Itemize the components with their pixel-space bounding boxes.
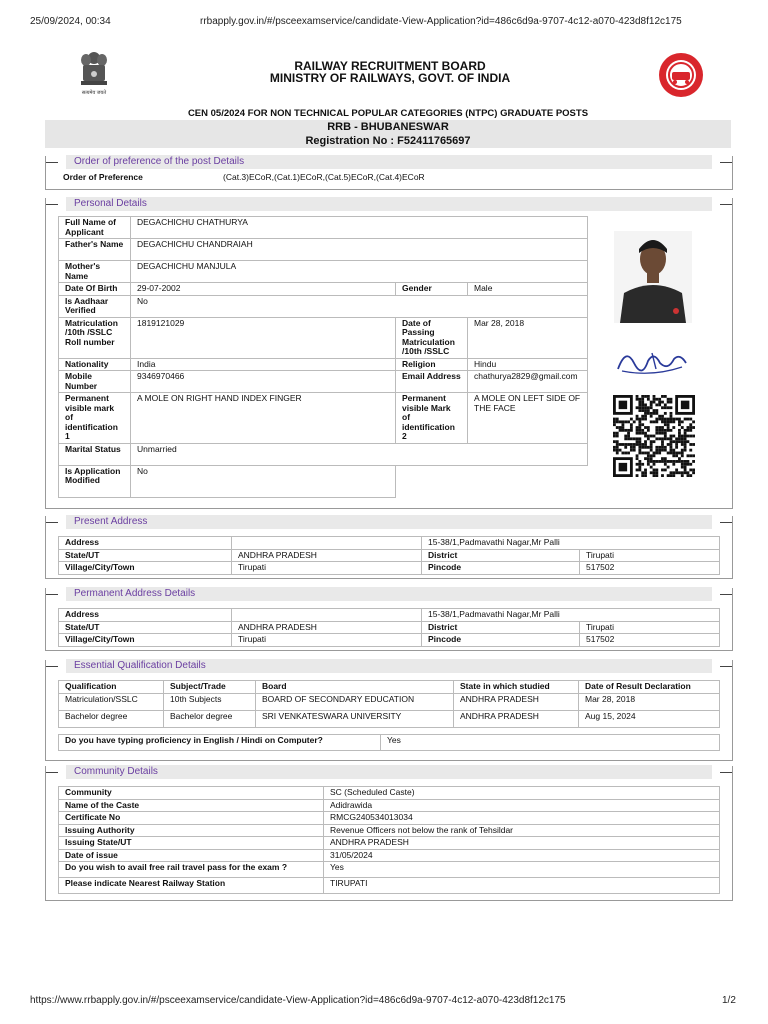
qual-header-board: Board xyxy=(256,681,454,694)
full-name-label: Full Name of Applicant xyxy=(59,217,131,239)
mobile-label: Mobile Number xyxy=(59,371,131,393)
permanent-state-label: State/UT xyxy=(59,621,232,634)
nationality-label: Nationality xyxy=(59,358,131,371)
aadhaar-value: No xyxy=(131,295,588,317)
railway-logo-icon xyxy=(658,52,704,98)
qual-cell: Matriculation/SSLC xyxy=(59,694,164,711)
present-state-value: ANDHRA PRADESH xyxy=(232,549,422,562)
personal-section xyxy=(45,198,733,509)
matric-roll-label: Matriculation /10th /SSLC Roll number xyxy=(59,317,131,358)
qual-cell: BOARD OF SECONDARY EDUCATION xyxy=(256,694,454,711)
marital-value: Unmarried xyxy=(131,443,588,465)
print-page: 1/2 xyxy=(722,995,736,1006)
community-value: SC (Scheduled Caste) xyxy=(324,787,720,800)
religion-value: Hindu xyxy=(468,358,588,371)
present-address-value: 15-38/1,Padmavathi Nagar,Mr Palli xyxy=(422,537,720,550)
community-value: 31/05/2024 xyxy=(324,849,720,862)
modified-label: Is Application Modified xyxy=(59,465,131,497)
dob-value: 29-07-2002 xyxy=(131,283,396,296)
qual-cell: Bachelor degree xyxy=(59,711,164,728)
photo xyxy=(614,231,692,323)
table-row xyxy=(59,837,720,850)
board-title: RAILWAY RECRUITMENT BOARD xyxy=(294,59,486,73)
personal-table xyxy=(58,216,588,498)
mobile-value: 9346970466 xyxy=(131,371,396,393)
qual-header-subject: Subject/Trade xyxy=(164,681,256,694)
mark2-value: A MOLE ON LEFT SIDE OF THE FACE xyxy=(468,393,588,444)
present-pincode-value: 517502 xyxy=(580,562,720,575)
preference-section xyxy=(45,156,733,190)
aadhaar-label: Is Aadhaar Verified xyxy=(59,295,131,317)
table-row xyxy=(59,799,720,812)
gender-label: Gender xyxy=(396,283,468,296)
email-value: chathurya2829@gmail.com xyxy=(468,371,588,393)
community-value: TIRUPATI xyxy=(324,878,720,894)
mark1-label: Permanent visible mark of identification 1 xyxy=(59,393,131,444)
typing-table xyxy=(58,734,720,751)
qualification-section xyxy=(45,660,733,761)
table-row xyxy=(59,849,720,862)
qr-code xyxy=(610,395,698,477)
permanent-village-value: Tirupati xyxy=(232,634,422,647)
present-address-section xyxy=(45,516,733,579)
matric-date-value: Mar 28, 2018 xyxy=(468,317,588,358)
table-row xyxy=(59,878,720,894)
present-address-table xyxy=(58,536,720,575)
community-label: Please indicate Nearest Railway Station xyxy=(59,878,324,894)
nationality-value: India xyxy=(131,358,396,371)
dob-label: Date Of Birth xyxy=(59,283,131,296)
qual-cell: ANDHRA PRADESH xyxy=(454,694,579,711)
permanent-district-label: District xyxy=(422,621,580,634)
preference-label: Order of Preference xyxy=(63,172,143,182)
mark2-label: Permanent visible Mark of identification 2 xyxy=(396,393,468,444)
community-label: Issuing Authority xyxy=(59,824,324,837)
emblem-icon xyxy=(76,50,112,96)
permanent-district-value: Tirupati xyxy=(580,621,720,634)
permanent-pincode-label: Pincode xyxy=(422,634,580,647)
permanent-state-value: ANDHRA PRADESH xyxy=(232,621,422,634)
print-url-bottom: https://www.rrbapply.gov.in/#/psceexamservice/candidate-View-Application?id=486c6d9a-9707-4c12-a070-423d8f12c175 xyxy=(30,995,566,1006)
present-village-value: Tirupati xyxy=(232,562,422,575)
permanent-address-label: Address xyxy=(59,609,232,622)
father-name-label: Father's Name xyxy=(59,239,131,261)
community-value: ANDHRA PRADESH xyxy=(324,837,720,850)
permanent-address-heading: Permanent Address Details xyxy=(66,587,712,601)
marital-label: Marital Status xyxy=(59,443,131,465)
email-label: Email Address xyxy=(396,371,468,393)
mother-name-value: DEGACHICHU MANJULA xyxy=(131,261,588,283)
modified-value: No xyxy=(131,465,396,497)
qual-cell: ANDHRA PRADESH xyxy=(454,711,579,728)
qual-cell: Aug 15, 2024 xyxy=(579,711,720,728)
ministry-title: MINISTRY OF RAILWAYS, GOVT. OF INDIA xyxy=(269,71,511,85)
preference-heading: Order of preference of the post Details xyxy=(66,155,712,169)
typing-label: Do you have typing proficiency in English / Hindi on Computer? xyxy=(59,735,381,751)
table-row xyxy=(59,711,720,728)
permanent-address-value: 15-38/1,Padmavathi Nagar,Mr Palli xyxy=(422,609,720,622)
qual-header-date: Date of Result Declaration xyxy=(579,681,720,694)
present-address-label: Address xyxy=(59,537,232,550)
present-district-value: Tirupati xyxy=(580,549,720,562)
community-table xyxy=(58,786,720,894)
present-state-label: State/UT xyxy=(59,549,232,562)
emblem-caption: सत्यमेव जयते xyxy=(81,90,107,96)
mark1-value: A MOLE ON RIGHT HAND INDEX FINGER xyxy=(131,393,396,444)
present-village-label: Village/City/Town xyxy=(59,562,232,575)
community-section xyxy=(45,766,733,901)
registration-number: Registration No : F52411765697 xyxy=(305,135,471,147)
community-value: Yes xyxy=(324,862,720,878)
community-value: RMCG240534013034 xyxy=(324,812,720,825)
full-name-value: DEGACHICHU CHATHURYA xyxy=(131,217,588,239)
mother-name-label: Mother's Name xyxy=(59,261,131,283)
present-district-label: District xyxy=(422,549,580,562)
community-value: Adidrawida xyxy=(324,799,720,812)
qual-cell: Mar 28, 2018 xyxy=(579,694,720,711)
qualification-table xyxy=(58,680,720,728)
table-row xyxy=(59,862,720,878)
exam-title: CEN 05/2024 FOR NON TECHNICAL POPULAR CATEGORIES (NTPC) GRADUATE POSTS xyxy=(187,108,589,119)
gender-value: Male xyxy=(468,283,588,296)
community-value: Revenue Officers not below the rank of Tehsildar xyxy=(324,824,720,837)
table-row xyxy=(59,812,720,825)
print-datetime: 25/09/2024, 00:34 xyxy=(30,16,111,27)
rrb-name: RRB - BHUBANESWAR xyxy=(327,121,449,133)
qual-header-state: State in which studied xyxy=(454,681,579,694)
permanent-pincode-value: 517502 xyxy=(580,634,720,647)
table-row xyxy=(59,824,720,837)
community-label: Name of the Caste xyxy=(59,799,324,812)
community-label: Community xyxy=(59,787,324,800)
table-row xyxy=(59,694,720,711)
signature xyxy=(612,343,692,379)
community-label: Do you wish to avail free rail travel pass for the exam ? xyxy=(59,862,324,878)
community-label: Issuing State/UT xyxy=(59,837,324,850)
typing-value: Yes xyxy=(381,735,720,751)
preference-value: (Cat.3)ECoR,(Cat.1)ECoR,(Cat.5)ECoR,(Cat.4)ECoR xyxy=(223,172,425,182)
religion-label: Religion xyxy=(396,358,468,371)
table-row xyxy=(59,787,720,800)
qual-cell: Bachelor degree xyxy=(164,711,256,728)
permanent-address-section xyxy=(45,588,733,651)
present-pincode-label: Pincode xyxy=(422,562,580,575)
matric-date-label: Date of Passing Matriculation /10th /SSLC xyxy=(396,317,468,358)
personal-heading: Personal Details xyxy=(66,197,712,211)
father-name-value: DEGACHICHU CHANDRAIAH xyxy=(131,239,588,261)
permanent-village-label: Village/City/Town xyxy=(59,634,232,647)
qualification-heading: Essential Qualification Details xyxy=(66,659,712,673)
matric-roll-value: 1819121029 xyxy=(131,317,396,358)
qual-cell: 10th Subjects xyxy=(164,694,256,711)
qual-cell: SRI VENKATESWARA UNIVERSITY xyxy=(256,711,454,728)
community-label: Date of issue xyxy=(59,849,324,862)
print-url-top: rrbapply.gov.in/#/psceexamservice/candidate-View-Application?id=486c6d9a-9707-4c12-a070-423d8f12c175 xyxy=(200,16,682,27)
qual-header-qualification: Qualification xyxy=(59,681,164,694)
permanent-address-table xyxy=(58,608,720,647)
community-label: Certificate No xyxy=(59,812,324,825)
present-address-heading: Present Address xyxy=(66,515,712,529)
community-heading: Community Details xyxy=(66,765,712,779)
